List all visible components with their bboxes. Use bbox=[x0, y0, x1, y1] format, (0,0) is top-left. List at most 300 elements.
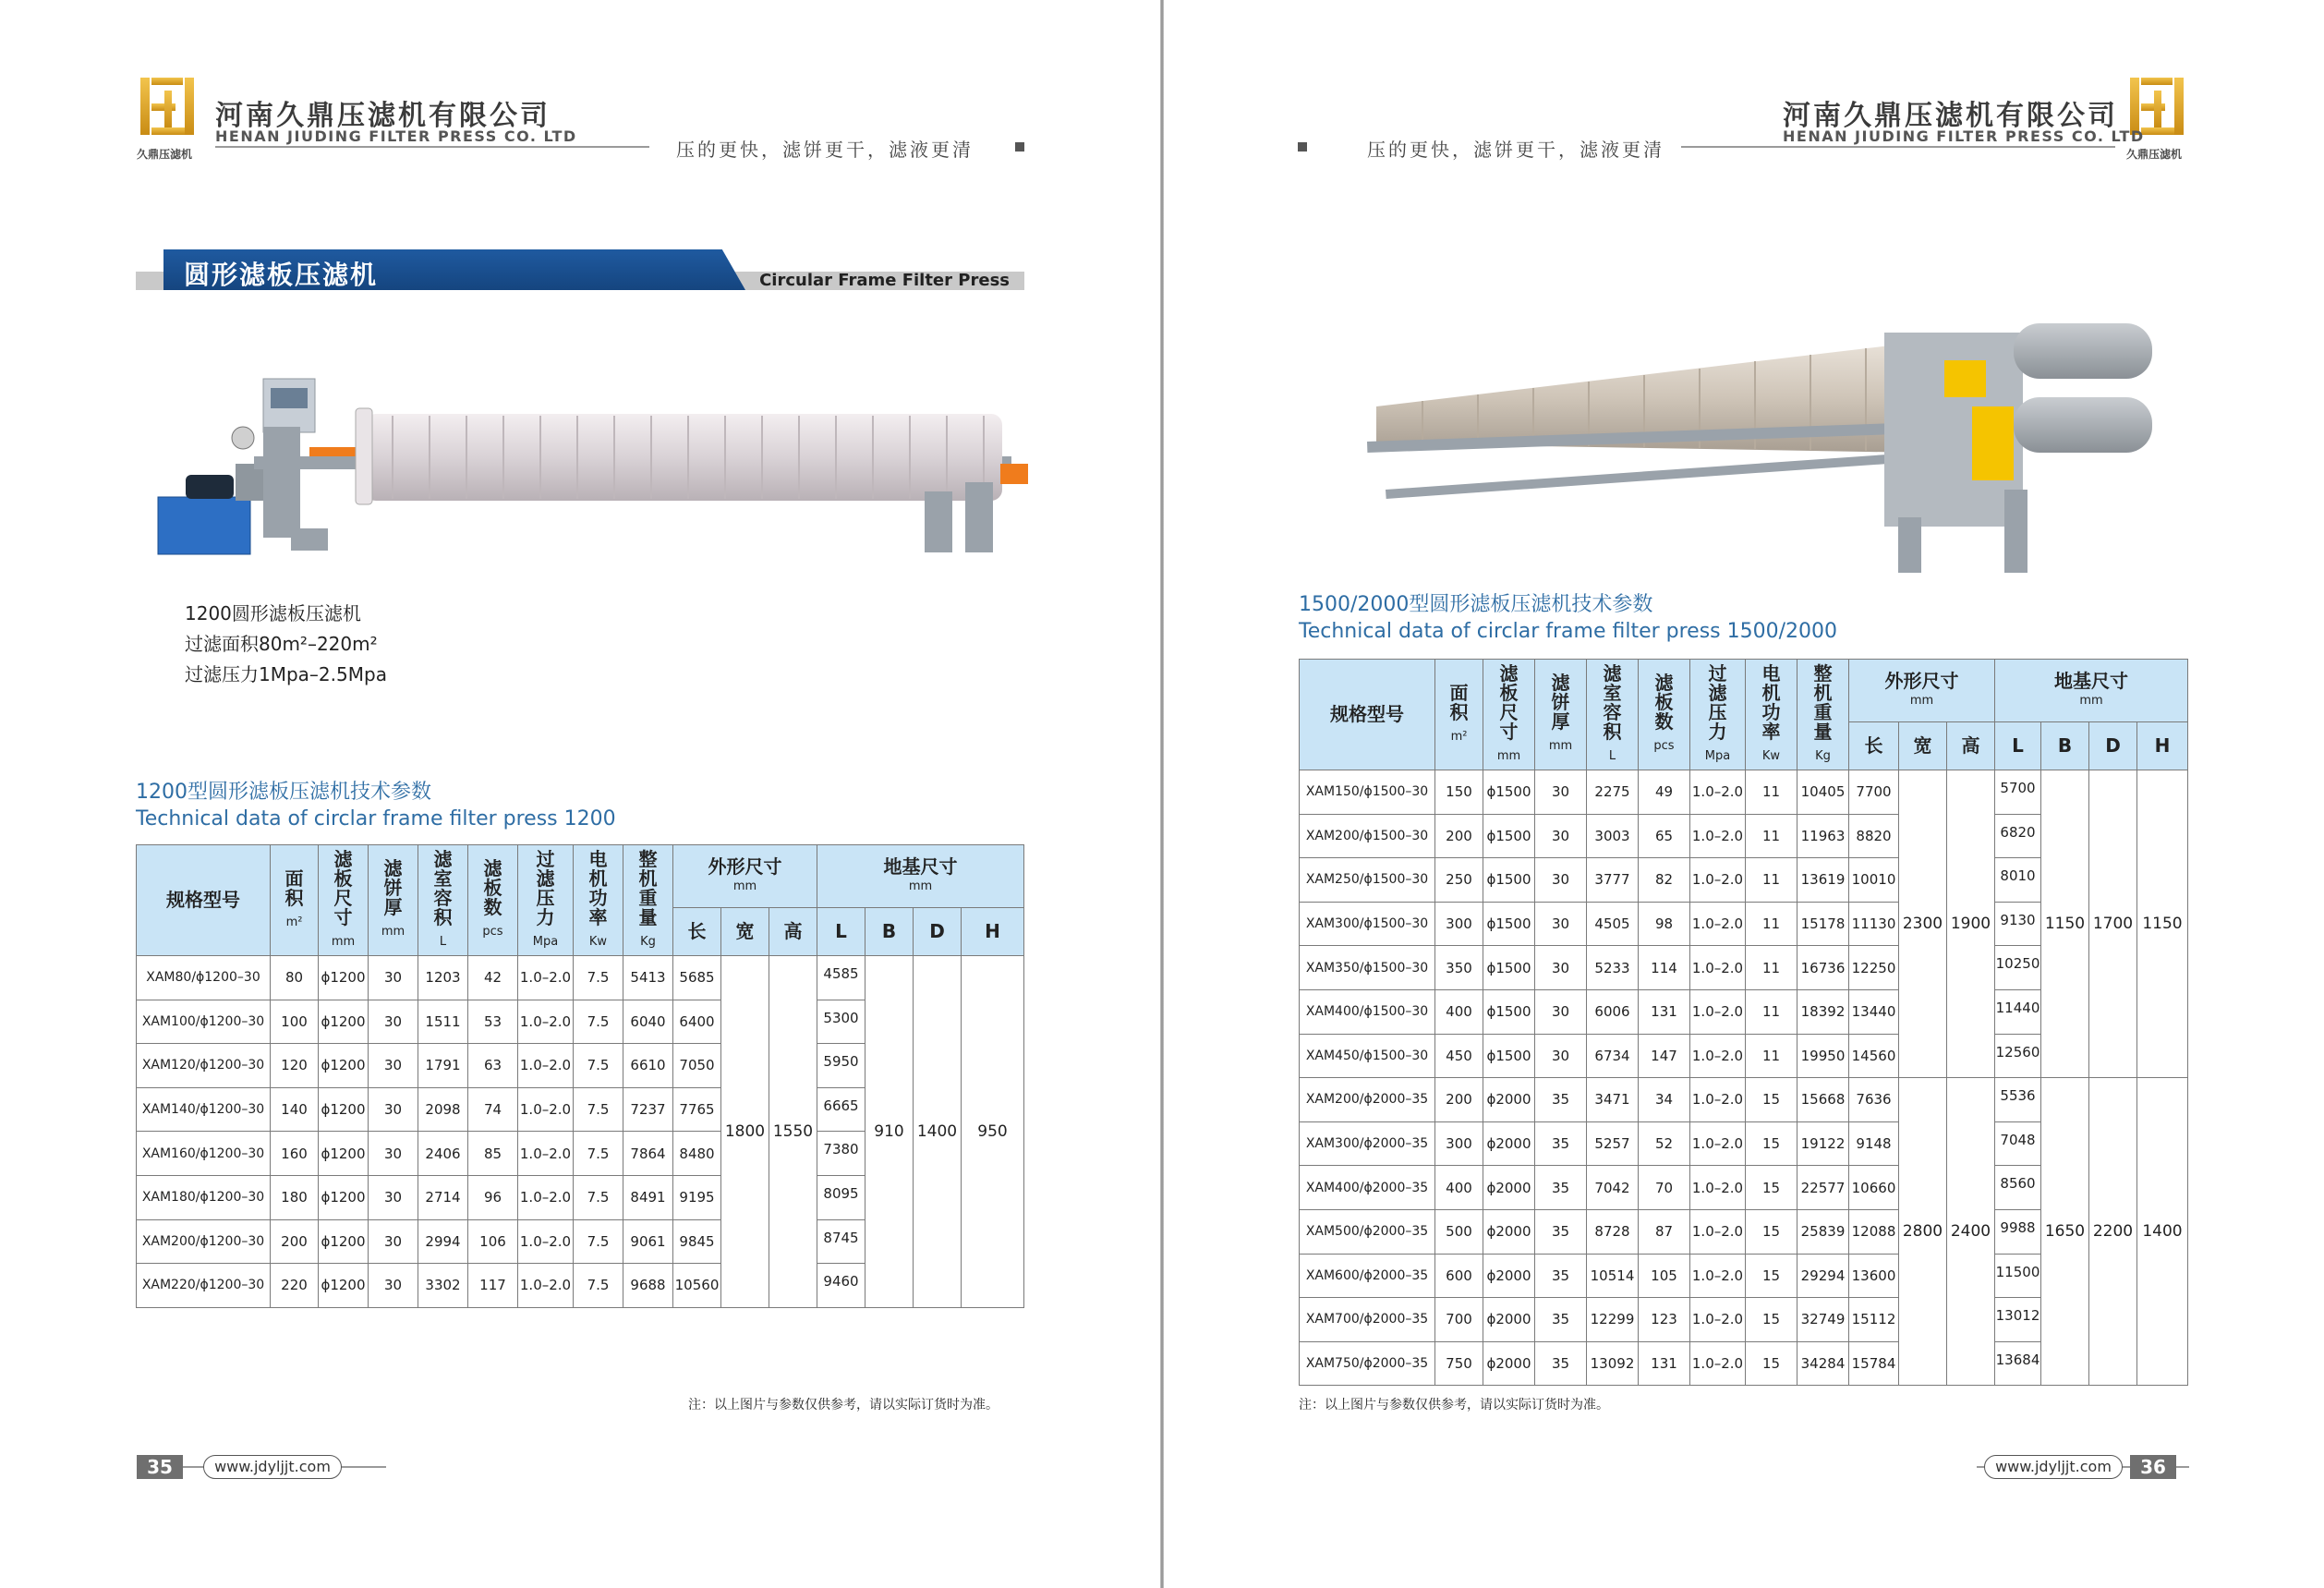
cell-value: 18392 bbox=[1797, 989, 1849, 1034]
header-foundation-D: D bbox=[2089, 722, 2137, 770]
cell-value: 16736 bbox=[1797, 946, 1849, 990]
cell-value: 400 bbox=[1435, 1166, 1483, 1210]
page-number: 35 bbox=[137, 1455, 183, 1479]
cell-value: 1.0–2.0 bbox=[1690, 1209, 1746, 1254]
cell-value: 15178 bbox=[1797, 902, 1849, 946]
cell-foundation-L: 6665 bbox=[817, 1087, 865, 1132]
header-foundation bbox=[1995, 660, 2188, 722]
header-weight bbox=[1797, 660, 1849, 770]
cell-value: 15 bbox=[1746, 1121, 1797, 1166]
header-foundation-D: D bbox=[914, 908, 962, 956]
table-row bbox=[1300, 770, 2188, 815]
cell-value: 1511 bbox=[418, 1000, 468, 1044]
cell-value: 11 bbox=[1746, 814, 1797, 858]
cell-value: 7.5 bbox=[574, 1044, 623, 1088]
logo-text: 久鼎压滤机 bbox=[137, 148, 193, 161]
cell-foundation-H: 950 bbox=[962, 956, 1024, 1308]
header-outer-dims bbox=[673, 845, 817, 908]
cell-value: 1.0–2.0 bbox=[518, 1264, 574, 1308]
cell-value: 98 bbox=[1639, 902, 1690, 946]
machine-spec-1200 bbox=[185, 599, 387, 690]
cell-foundation-D: 2200 bbox=[2089, 1078, 2137, 1386]
cell-foundation-L: 9130 bbox=[1995, 902, 2041, 946]
cell-value: 140 bbox=[271, 1087, 319, 1132]
cell-value: ϕ2000 bbox=[1483, 1078, 1535, 1122]
cell-foundation-L: 5700 bbox=[1995, 770, 2041, 815]
cell-value: 10010 bbox=[1849, 858, 1899, 903]
cell-value: 1.0–2.0 bbox=[1690, 1341, 1746, 1386]
cell-value: 7042 bbox=[1587, 1166, 1639, 1210]
header-label: 滤板尺寸 bbox=[1499, 661, 1519, 743]
cell-value: 1.0–2.0 bbox=[1690, 858, 1746, 903]
cell-value: 35 bbox=[1535, 1166, 1587, 1210]
cell-value: 30 bbox=[1535, 989, 1587, 1034]
cell-value: 131 bbox=[1639, 1341, 1690, 1386]
filter-press-1200-image bbox=[152, 371, 1039, 565]
cell-foundation-B: 1650 bbox=[2041, 1078, 2089, 1386]
cell-foundation-L: 8095 bbox=[817, 1175, 865, 1219]
page-left bbox=[0, 0, 1160, 1588]
header-cake-thickness bbox=[1535, 660, 1587, 770]
cell-model: XAM160/ϕ1200–30 bbox=[137, 1132, 271, 1176]
header-unit: m² bbox=[1450, 729, 1468, 744]
cell-value: ϕ1200 bbox=[319, 1175, 369, 1219]
cell-value: 7.5 bbox=[574, 1000, 623, 1044]
header-rule bbox=[215, 146, 649, 148]
cell-foundation-L: 7048 bbox=[1995, 1121, 2041, 1166]
cell-model: XAM600/ϕ2000–35 bbox=[1300, 1254, 1435, 1298]
cell-value: 200 bbox=[1435, 1078, 1483, 1122]
header-dim-长: 长 bbox=[673, 908, 721, 956]
cell-value: 15784 bbox=[1849, 1341, 1899, 1386]
cell-value: 200 bbox=[271, 1219, 319, 1264]
header-label: 地基尺寸 bbox=[2054, 669, 2128, 692]
cell-value: 131 bbox=[1639, 989, 1690, 1034]
cell-model: XAM500/ϕ2000–35 bbox=[1300, 1209, 1435, 1254]
cell-value: ϕ1200 bbox=[319, 1044, 369, 1088]
cell-value: 49 bbox=[1639, 770, 1690, 815]
header-unit: pcs bbox=[482, 925, 503, 939]
cell-width: 2800 bbox=[1899, 1078, 1947, 1386]
cell-foundation-L: 9460 bbox=[817, 1264, 865, 1308]
cell-value: 30 bbox=[369, 1087, 418, 1132]
cell-value: 35 bbox=[1535, 1254, 1587, 1298]
cell-value: ϕ1500 bbox=[1483, 989, 1535, 1034]
cell-value: 117 bbox=[468, 1264, 518, 1308]
header-foundation-H: H bbox=[962, 908, 1024, 956]
section-title-cn: 圆形滤板压滤机 bbox=[184, 260, 379, 290]
header-model: 规格型号 bbox=[137, 845, 271, 956]
cell-value: 11 bbox=[1746, 989, 1797, 1034]
header-unit: Mpa bbox=[532, 934, 559, 949]
cell-foundation-L: 4585 bbox=[817, 956, 865, 1000]
cell-model: XAM100/ϕ1200–30 bbox=[137, 1000, 271, 1044]
slogan-marker bbox=[1298, 142, 1307, 152]
header-unit: mm bbox=[732, 879, 757, 893]
header-unit: mm bbox=[1496, 748, 1521, 763]
footnote: 注：以上图片与参数仅供参考，请以实际订货时为准。 bbox=[688, 1398, 999, 1412]
header-unit: L bbox=[1608, 748, 1616, 763]
cell-value: 25839 bbox=[1797, 1209, 1849, 1254]
cell-value: 30 bbox=[1535, 1034, 1587, 1078]
header-unit: mm bbox=[2079, 693, 2103, 708]
cell-value: 42 bbox=[468, 956, 518, 1000]
header-dim-高: 高 bbox=[1947, 722, 1995, 770]
cell-value: 30 bbox=[369, 956, 418, 1000]
cell-value: 2275 bbox=[1587, 770, 1639, 815]
cell-model: XAM200/ϕ1200–30 bbox=[137, 1219, 271, 1264]
cell-value: 400 bbox=[1435, 989, 1483, 1034]
header-label: 电机功率 bbox=[1761, 661, 1781, 743]
cell-width: 1800 bbox=[721, 956, 769, 1308]
cell-value: 63 bbox=[468, 1044, 518, 1088]
page-number: 36 bbox=[2130, 1455, 2176, 1479]
table-row bbox=[1300, 1078, 2188, 1122]
cell-value: 1791 bbox=[418, 1044, 468, 1088]
header-area bbox=[271, 845, 319, 956]
header-unit: mm bbox=[1548, 739, 1573, 753]
cell-foundation-L: 11440 bbox=[1995, 989, 2041, 1034]
slogan-marker bbox=[1015, 142, 1024, 152]
header-rule bbox=[1681, 146, 2115, 148]
cell-foundation-B: 1150 bbox=[2041, 770, 2089, 1078]
header-foundation-L: L bbox=[1995, 722, 2041, 770]
cell-value: 100 bbox=[271, 1000, 319, 1044]
cell-model: XAM450/ϕ1500–30 bbox=[1300, 1034, 1435, 1078]
cell-value: 13619 bbox=[1797, 858, 1849, 903]
cell-value: 15668 bbox=[1797, 1078, 1849, 1122]
cell-value: 65 bbox=[1639, 814, 1690, 858]
cell-value: 1.0–2.0 bbox=[518, 1175, 574, 1219]
table-row bbox=[137, 956, 1024, 1000]
cell-value: ϕ1200 bbox=[319, 1219, 369, 1264]
cell-model: XAM300/ϕ1500–30 bbox=[1300, 902, 1435, 946]
cell-foundation-L: 12560 bbox=[1995, 1034, 2041, 1078]
header-label: 整机重量 bbox=[1813, 661, 1833, 743]
cell-value: ϕ1200 bbox=[319, 1132, 369, 1176]
cell-value: 220 bbox=[271, 1264, 319, 1308]
cell-value: 750 bbox=[1435, 1341, 1483, 1386]
cell-value: 7.5 bbox=[574, 956, 623, 1000]
cell-model: XAM200/ϕ1500–30 bbox=[1300, 814, 1435, 858]
slogan: 压的更快，滤饼更干，滤液更清 bbox=[676, 139, 974, 161]
header-label: 滤饼厚 bbox=[383, 857, 403, 918]
cell-foundation-L: 10250 bbox=[1995, 946, 2041, 990]
cell-value: 35 bbox=[1535, 1298, 1587, 1342]
cell-value: 1.0–2.0 bbox=[1690, 1121, 1746, 1166]
cell-value: ϕ2000 bbox=[1483, 1209, 1535, 1254]
cell-value: 15 bbox=[1746, 1078, 1797, 1122]
cell-foundation-H: 1400 bbox=[2137, 1078, 2188, 1386]
header-label: 地基尺寸 bbox=[883, 855, 958, 878]
cell-value: 30 bbox=[369, 1132, 418, 1176]
slogan: 压的更快，滤饼更干，滤液更清 bbox=[1367, 139, 1664, 161]
cell-value: 11 bbox=[1746, 1034, 1797, 1078]
header-unit: Kg bbox=[1815, 748, 1831, 763]
cell-value: 450 bbox=[1435, 1034, 1483, 1078]
cell-value: 5413 bbox=[623, 956, 673, 1000]
header-plate-size bbox=[319, 845, 369, 956]
cell-value: 1.0–2.0 bbox=[518, 1219, 574, 1264]
header-label: 外形尺寸 bbox=[708, 855, 782, 878]
cell-value: 1.0–2.0 bbox=[1690, 902, 1746, 946]
cell-value: 300 bbox=[1435, 1121, 1483, 1166]
header-unit: L bbox=[439, 934, 447, 949]
cell-value: 6400 bbox=[673, 1000, 721, 1044]
cell-value: 30 bbox=[1535, 770, 1587, 815]
cell-value: 4505 bbox=[1587, 902, 1639, 946]
cell-value: ϕ1200 bbox=[319, 956, 369, 1000]
cell-width: 2300 bbox=[1899, 770, 1947, 1078]
cell-foundation-L: 5950 bbox=[817, 1044, 865, 1088]
header-label: 电机功率 bbox=[588, 847, 608, 928]
cell-value: ϕ1500 bbox=[1483, 770, 1535, 815]
cell-value: 114 bbox=[1639, 946, 1690, 990]
cell-model: XAM750/ϕ2000–35 bbox=[1300, 1341, 1435, 1386]
cell-value: 1.0–2.0 bbox=[518, 1087, 574, 1132]
cell-foundation-D: 1700 bbox=[2089, 770, 2137, 1078]
spec-line: 过滤压力1Mpa–2.5Mpa bbox=[185, 663, 387, 685]
cell-value: ϕ1200 bbox=[319, 1264, 369, 1308]
cell-value: ϕ2000 bbox=[1483, 1341, 1535, 1386]
cell-model: XAM400/ϕ1500–30 bbox=[1300, 989, 1435, 1034]
cell-value: ϕ1500 bbox=[1483, 858, 1535, 903]
header-unit: Kg bbox=[640, 934, 656, 949]
cell-value: 15 bbox=[1746, 1341, 1797, 1386]
cell-foundation-L: 13684 bbox=[1995, 1341, 2041, 1386]
header-plate-size bbox=[1483, 660, 1535, 770]
cell-value: 11963 bbox=[1797, 814, 1849, 858]
cell-value: 1.0–2.0 bbox=[1690, 770, 1746, 815]
header-label: 面积 bbox=[284, 867, 304, 909]
cell-model: XAM140/ϕ1200–30 bbox=[137, 1087, 271, 1132]
header-chamber-volume bbox=[1587, 660, 1639, 770]
cell-value: 7050 bbox=[673, 1044, 721, 1088]
cell-value: 180 bbox=[271, 1175, 319, 1219]
cell-value: 87 bbox=[1639, 1209, 1690, 1254]
header-label: 滤室容积 bbox=[1603, 661, 1622, 743]
cell-value: 105 bbox=[1639, 1254, 1690, 1298]
cell-foundation-L: 9988 bbox=[1995, 1209, 2041, 1254]
cell-value: 10514 bbox=[1587, 1254, 1639, 1298]
cell-height: 1550 bbox=[769, 956, 817, 1308]
cell-value: 11 bbox=[1746, 858, 1797, 903]
cell-value: 1.0–2.0 bbox=[518, 956, 574, 1000]
header-unit: pcs bbox=[1653, 739, 1675, 753]
cell-value: 12088 bbox=[1849, 1209, 1899, 1254]
cell-value: 250 bbox=[1435, 858, 1483, 903]
cell-value: 15 bbox=[1746, 1166, 1797, 1210]
cell-value: 6734 bbox=[1587, 1034, 1639, 1078]
cell-value: 7.5 bbox=[574, 1264, 623, 1308]
cell-value: 80 bbox=[271, 956, 319, 1000]
cell-value: ϕ1500 bbox=[1483, 946, 1535, 990]
cell-foundation-L: 8560 bbox=[1995, 1166, 2041, 1210]
cell-value: 7864 bbox=[623, 1132, 673, 1176]
cell-model: XAM250/ϕ1500–30 bbox=[1300, 858, 1435, 903]
cell-value: 13092 bbox=[1587, 1341, 1639, 1386]
cell-value: 32749 bbox=[1797, 1298, 1849, 1342]
cell-value: 1.0–2.0 bbox=[1690, 1034, 1746, 1078]
cell-value: 35 bbox=[1535, 1078, 1587, 1122]
cell-value: 1.0–2.0 bbox=[1690, 1254, 1746, 1298]
cell-value: 7.5 bbox=[574, 1087, 623, 1132]
cell-value: ϕ1200 bbox=[319, 1000, 369, 1044]
header-foundation-B: B bbox=[2041, 722, 2089, 770]
cell-foundation-L: 8010 bbox=[1995, 858, 2041, 903]
cell-value: 2994 bbox=[418, 1219, 468, 1264]
cell-value: 7.5 bbox=[574, 1132, 623, 1176]
cell-value: 2406 bbox=[418, 1132, 468, 1176]
cell-value: 82 bbox=[1639, 858, 1690, 903]
cell-value: ϕ2000 bbox=[1483, 1254, 1535, 1298]
header-label: 滤板数 bbox=[1654, 672, 1674, 733]
cell-value: 700 bbox=[1435, 1298, 1483, 1342]
cell-value: 19950 bbox=[1797, 1034, 1849, 1078]
table-title-cn: 1200型圆形滤板压滤机技术参数 bbox=[136, 781, 431, 804]
cell-value: 1.0–2.0 bbox=[1690, 1298, 1746, 1342]
cell-value: 6040 bbox=[623, 1000, 673, 1044]
cell-value: 600 bbox=[1435, 1254, 1483, 1298]
cell-model: XAM80/ϕ1200–30 bbox=[137, 956, 271, 1000]
cell-value: 9061 bbox=[623, 1219, 673, 1264]
cell-value: 10560 bbox=[673, 1264, 721, 1308]
cell-value: 1.0–2.0 bbox=[1690, 1078, 1746, 1122]
company-name-cn: 河南久鼎压滤机有限公司 bbox=[1783, 100, 2118, 132]
cell-model: XAM150/ϕ1500–30 bbox=[1300, 770, 1435, 815]
header-label: 过滤压力 bbox=[536, 847, 555, 928]
header-foundation-H: H bbox=[2137, 722, 2188, 770]
cell-value: 34 bbox=[1639, 1078, 1690, 1122]
spec-table-1200 bbox=[136, 844, 1024, 1308]
cell-model: XAM220/ϕ1200–30 bbox=[137, 1264, 271, 1308]
header-weight bbox=[623, 845, 673, 956]
company-name-en: HENAN JIUDING FILTER PRESS CO. LTD bbox=[215, 127, 577, 145]
cell-value: 2714 bbox=[418, 1175, 468, 1219]
header-label: 滤饼厚 bbox=[1551, 672, 1570, 733]
cell-model: XAM120/ϕ1200–30 bbox=[137, 1044, 271, 1088]
header-cake-thickness bbox=[369, 845, 418, 956]
header-label: 滤板数 bbox=[483, 857, 502, 918]
header-plate-count bbox=[468, 845, 518, 956]
cell-foundation-L: 6820 bbox=[1995, 814, 2041, 858]
section-banner bbox=[136, 249, 1024, 290]
cell-value: 6610 bbox=[623, 1044, 673, 1088]
cell-value: 85 bbox=[468, 1132, 518, 1176]
cell-value: 3471 bbox=[1587, 1078, 1639, 1122]
cell-foundation-L: 13012 bbox=[1995, 1298, 2041, 1342]
website-link[interactable]: www.jdyljjt.com bbox=[203, 1455, 342, 1479]
header-chamber-volume bbox=[418, 845, 468, 956]
table-title-cn: 1500/2000型圆形滤板压滤机技术参数 bbox=[1299, 593, 1653, 616]
company-name-cn: 河南久鼎压滤机有限公司 bbox=[215, 100, 551, 132]
cell-value: 9148 bbox=[1849, 1121, 1899, 1166]
header-motor-power bbox=[574, 845, 623, 956]
cell-value: 5257 bbox=[1587, 1121, 1639, 1166]
cell-value: 30 bbox=[369, 1044, 418, 1088]
cell-value: 6006 bbox=[1587, 989, 1639, 1034]
cell-value: 1.0–2.0 bbox=[1690, 814, 1746, 858]
cell-model: XAM700/ϕ2000–35 bbox=[1300, 1298, 1435, 1342]
header-pressure bbox=[1690, 660, 1746, 770]
header-dim-宽: 宽 bbox=[721, 908, 769, 956]
header-label: 滤板尺寸 bbox=[333, 847, 353, 928]
cell-value: 7636 bbox=[1849, 1078, 1899, 1122]
cell-value: 15 bbox=[1746, 1254, 1797, 1298]
cell-value: 3003 bbox=[1587, 814, 1639, 858]
header-model: 规格型号 bbox=[1300, 660, 1435, 770]
header-label: 面积 bbox=[1449, 681, 1469, 723]
cell-value: 11 bbox=[1746, 946, 1797, 990]
cell-value: 34284 bbox=[1797, 1341, 1849, 1386]
cell-height: 1900 bbox=[1947, 770, 1995, 1078]
cell-value: 7237 bbox=[623, 1087, 673, 1132]
cell-model: XAM400/ϕ2000–35 bbox=[1300, 1166, 1435, 1210]
header-label: 整机重量 bbox=[638, 847, 658, 928]
cell-value: 7765 bbox=[673, 1087, 721, 1132]
logo-mark-icon bbox=[137, 78, 198, 142]
header-unit: m² bbox=[285, 915, 303, 929]
cell-value: 9845 bbox=[673, 1219, 721, 1264]
header-unit: Kw bbox=[1761, 748, 1781, 763]
cell-value: 11 bbox=[1746, 902, 1797, 946]
cell-value: 300 bbox=[1435, 902, 1483, 946]
cell-value: 3777 bbox=[1587, 858, 1639, 903]
cell-value: 13440 bbox=[1849, 989, 1899, 1034]
cell-value: ϕ2000 bbox=[1483, 1166, 1535, 1210]
cell-foundation-L: 5536 bbox=[1995, 1078, 2041, 1122]
cell-value: 30 bbox=[1535, 814, 1587, 858]
cell-value: 30 bbox=[369, 1219, 418, 1264]
filter-press-1500-image bbox=[1367, 305, 2161, 582]
cell-value: 12250 bbox=[1849, 946, 1899, 990]
cell-value: 1.0–2.0 bbox=[518, 1044, 574, 1088]
page-right bbox=[1164, 0, 2324, 1588]
header-dim-长: 长 bbox=[1849, 722, 1899, 770]
cell-foundation-L: 5300 bbox=[817, 1000, 865, 1044]
cell-value: 10660 bbox=[1849, 1166, 1899, 1210]
cell-value: 7700 bbox=[1849, 770, 1899, 815]
header-foundation bbox=[817, 845, 1024, 908]
cell-value: 22577 bbox=[1797, 1166, 1849, 1210]
cell-value: 200 bbox=[1435, 814, 1483, 858]
header-label: 过滤压力 bbox=[1708, 661, 1727, 743]
spec-table-1500-2000 bbox=[1299, 659, 2188, 1386]
cell-value: 1.0–2.0 bbox=[1690, 946, 1746, 990]
header-label: 滤室容积 bbox=[433, 847, 453, 928]
cell-foundation-B: 910 bbox=[865, 956, 914, 1308]
cell-value: 53 bbox=[468, 1000, 518, 1044]
cell-value: 35 bbox=[1535, 1121, 1587, 1166]
cell-value: ϕ1200 bbox=[319, 1087, 369, 1132]
cell-value: 29294 bbox=[1797, 1254, 1849, 1298]
cell-model: XAM180/ϕ1200–30 bbox=[137, 1175, 271, 1219]
cell-value: 106 bbox=[468, 1219, 518, 1264]
header-label: 外形尺寸 bbox=[1884, 669, 1959, 692]
cell-value: 8480 bbox=[673, 1132, 721, 1176]
cell-value: 10405 bbox=[1797, 770, 1849, 815]
cell-value: 5233 bbox=[1587, 946, 1639, 990]
table-title-en: Technical data of circlar frame filter press 1500/2000 bbox=[1299, 620, 1838, 643]
header-unit: mm bbox=[331, 934, 356, 949]
cell-value: 30 bbox=[369, 1175, 418, 1219]
cell-foundation-L: 11500 bbox=[1995, 1254, 2041, 1298]
table-title-en: Technical data of circlar frame filter press 1200 bbox=[136, 807, 616, 830]
cell-value: 15 bbox=[1746, 1209, 1797, 1254]
cell-value: 8491 bbox=[623, 1175, 673, 1219]
cell-value: 1.0–2.0 bbox=[1690, 1166, 1746, 1210]
website-link[interactable]: www.jdyljjt.com bbox=[1984, 1455, 2123, 1479]
